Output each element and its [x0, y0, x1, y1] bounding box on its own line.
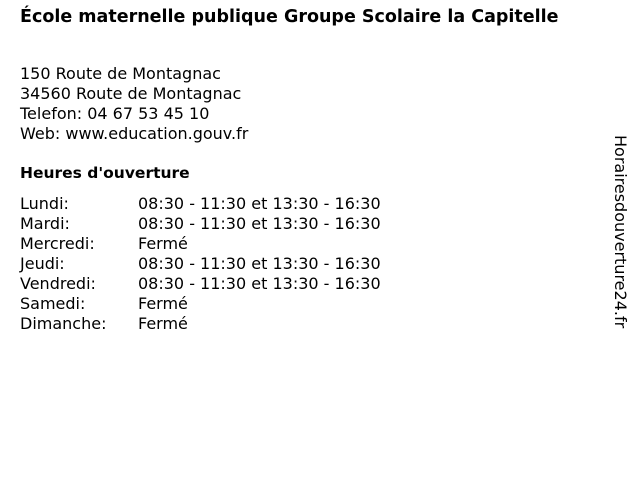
day-label: Mardi:: [20, 214, 70, 233]
day-hours: Fermé: [138, 314, 188, 333]
hours-row-tuesday: [20, 214, 381, 234]
website: Web: www.education.gouv.fr: [20, 124, 249, 143]
day-label: Dimanche:: [20, 314, 107, 333]
hours-row-friday: [20, 274, 381, 294]
day-hours: 08:30 - 11:30 et 13:30 - 16:30: [138, 214, 381, 233]
day-label: Vendredi:: [20, 274, 96, 293]
hours-row-saturday: [20, 294, 381, 314]
day-label: Samedi:: [20, 294, 86, 313]
address-block: [20, 64, 248, 144]
day-hours: 08:30 - 11:30 et 13:30 - 16:30: [138, 254, 381, 273]
day-label: Jeudi:: [20, 254, 65, 273]
hours-row-sunday: [20, 314, 381, 334]
opening-hours-heading: Heures d'ouverture: [20, 164, 190, 182]
day-hours: Fermé: [138, 294, 188, 313]
street-address: 150 Route de Montagnac: [20, 64, 221, 83]
hours-row-thursday: [20, 254, 381, 274]
day-label: Lundi:: [20, 194, 69, 213]
day-hours: 08:30 - 11:30 et 13:30 - 16:30: [138, 274, 381, 293]
brand-watermark: Horairesdouverture24.fr: [611, 135, 630, 329]
hours-row-wednesday: [20, 234, 381, 254]
day-hours: 08:30 - 11:30 et 13:30 - 16:30: [138, 194, 381, 213]
opening-hours-table: [20, 194, 381, 334]
day-label: Mercredi:: [20, 234, 95, 253]
phone-number: Telefon: 04 67 53 45 10: [20, 104, 210, 123]
city-address: 34560 Route de Montagnac: [20, 84, 242, 103]
hours-row-monday: [20, 194, 381, 214]
place-title: École maternelle publique Groupe Scolaire la Capitelle: [20, 7, 559, 27]
day-hours: Fermé: [138, 234, 188, 253]
